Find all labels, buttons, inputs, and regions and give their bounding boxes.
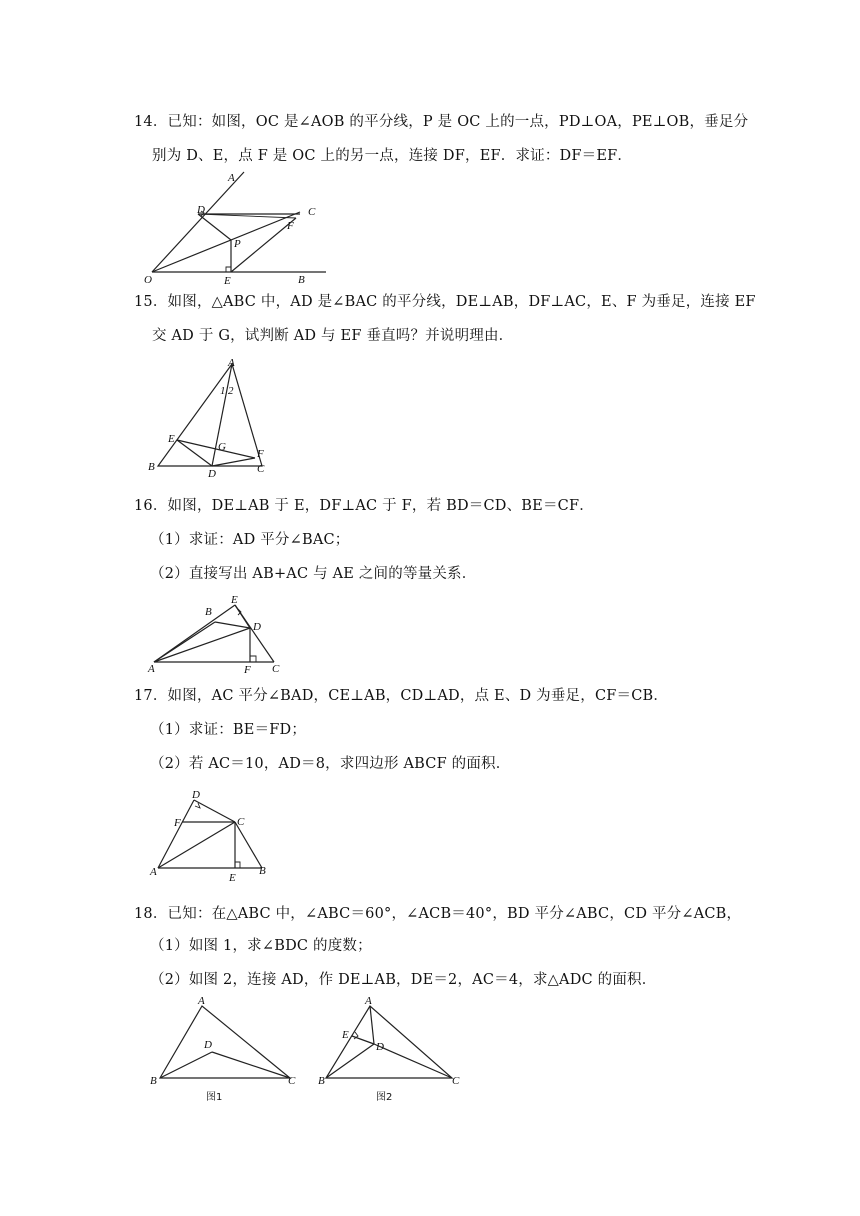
q16-subquestion-1: （1）求证：AD 平分∠BAC；	[150, 532, 350, 548]
q18-figure-1	[140, 994, 310, 1104]
q15-label-C: C	[257, 463, 265, 475]
q17-label-F: F	[174, 817, 181, 829]
q18-fig2-label-B: B	[318, 1075, 325, 1087]
q16-label-E: E	[231, 594, 238, 606]
q15-label-D: D	[208, 468, 216, 480]
q14-label-C: C	[308, 206, 316, 218]
q18-fig2-label-C: C	[452, 1075, 460, 1087]
q15-text-line1: 15．如图，△ABC 中，AD 是∠BAC 的平分线，DE⊥AB，DF⊥AC，E、F 为垂足，连接 EF	[134, 294, 756, 310]
q15-label-F: F	[257, 448, 264, 460]
q14-label-E: E	[224, 275, 231, 287]
q14-figure	[140, 168, 340, 286]
q16-text-line1: 16．如图，DE⊥AB 于 E，DF⊥AC 于 F，若 BD＝CD、BE＝CF．	[134, 498, 594, 514]
q18-text-line1: 18．已知：在△ABC 中，∠ABC＝60°，∠ACB＝40°，BD 平分∠ABC，CD 平分∠ACB，	[134, 906, 742, 922]
q15-label-E: E	[168, 433, 175, 445]
q16-label-B: B	[205, 606, 212, 618]
q17-text-line1: 17．如图，AC 平分∠BAD，CE⊥AB，CD⊥AD，点 E、D 为垂足，CF＝CB．	[134, 688, 669, 704]
q15-label-2: 2	[228, 385, 234, 397]
q18-fig2-label-E: E	[342, 1029, 349, 1041]
q17-label-B: B	[259, 865, 266, 877]
q14-label-F: F	[287, 220, 294, 232]
q16-label-A: A	[148, 663, 155, 675]
q18-fig2-caption: 图2	[376, 1092, 393, 1103]
q14-label-D: D	[197, 204, 205, 216]
q18-subquestion-2: （2）如图 2，连接 AD，作 DE⊥AB，DE＝2，AC＝4，求△ADC 的面积．	[150, 972, 657, 988]
q18-fig1-label-C: C	[288, 1075, 296, 1087]
q14-text-line1: 14．已知：如图，OC 是∠AOB 的平分线，P 是 OC 上的一点，PD⊥OA，PE⊥OB，垂足分	[134, 114, 749, 130]
q18-fig1-label-D: D	[204, 1039, 212, 1051]
q18-fig1-label-A: A	[198, 995, 205, 1007]
q14-label-A: A	[228, 172, 235, 184]
q18-fig2-label-D: D	[376, 1041, 384, 1053]
q14-text-line2: 别为 D、E，点 F 是 OC 上的另一点，连接 DF，EF．求证：DF＝EF．	[152, 148, 633, 164]
q15-label-1: 1	[220, 385, 226, 397]
q17-label-A: A	[150, 866, 157, 878]
q14-label-P: P	[234, 238, 241, 250]
q18-fig1-label-B: B	[150, 1075, 157, 1087]
q15-figure	[140, 356, 280, 478]
q17-subquestion-2: （2）若 AC＝10，AD＝8，求四边形 ABCF 的面积．	[150, 756, 511, 772]
q17-label-C: C	[237, 816, 245, 828]
q17-label-D: D	[192, 789, 200, 801]
q15-label-A: A	[228, 357, 235, 369]
q15-label-G: G	[218, 441, 226, 453]
q16-label-F: F	[244, 664, 251, 676]
q18-fig1-caption: 图1	[206, 1092, 223, 1103]
q14-label-B: B	[298, 274, 305, 286]
q17-label-E: E	[229, 872, 236, 884]
q15-label-B: B	[148, 461, 155, 473]
q18-figure-2	[312, 994, 472, 1104]
q16-label-C: C	[272, 663, 280, 675]
q16-label-D: D	[253, 621, 261, 633]
q18-subquestion-1: （1）如图 1，求∠BDC 的度数；	[150, 938, 372, 954]
q17-figure	[140, 782, 280, 884]
q17-subquestion-1: （1）求证：BE＝FD；	[150, 722, 307, 738]
q16-figure	[140, 590, 300, 678]
q16-subquestion-2: （2）直接写出 AB+AC 与 AE 之间的等量关系．	[150, 566, 477, 582]
q15-text-line2: 交 AD 于 G，试判断 AD 与 EF 垂直吗？并说明理由．	[152, 328, 514, 344]
q18-fig2-label-A: A	[365, 995, 372, 1007]
q14-label-O: O	[144, 274, 152, 286]
